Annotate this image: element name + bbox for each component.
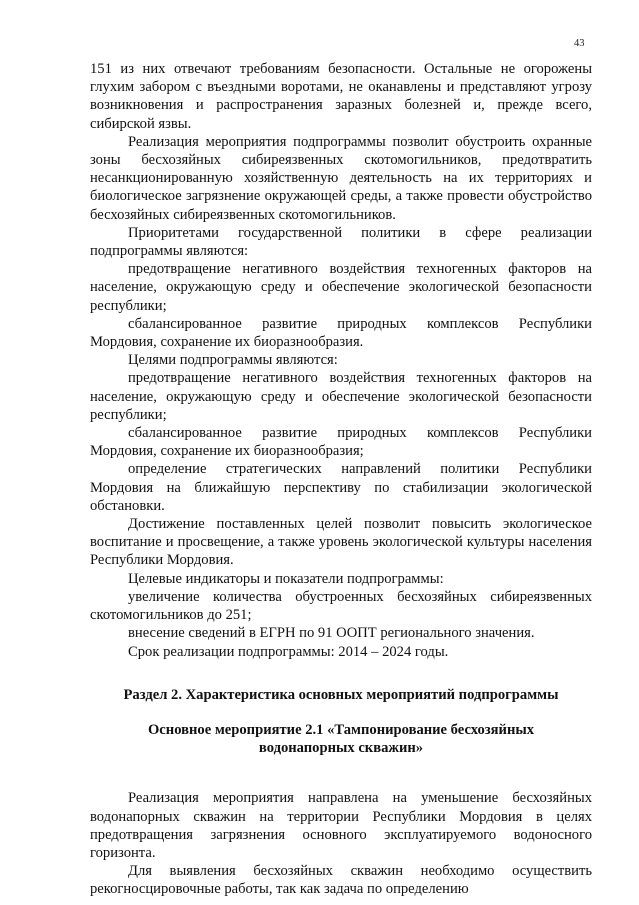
paragraph: 151 из них отвечают требованиям безопасности. Остальные не огорожены глухим забором с въездными воротами, не оканавлены и представляют угрозу возникновения и распространения заразных болезней и, прежде всего, сибирской язвы.	[90, 61, 592, 132]
document-body	[90, 60, 592, 899]
paragraph: Для выявления бесхозяйных скважин необходимо осуществить рекогносцировочные работы, так как задача по определению	[90, 863, 592, 898]
paragraph: внесение сведений в ЕГРН по 91 ООПТ регионального значения.	[128, 625, 535, 642]
paragraph: Приоритетами государственной политики в сфере реализации подпрограммы являются:	[90, 224, 592, 260]
page-number: 43	[574, 38, 585, 49]
paragraph: Реализация мероприятия подпрограммы позволит обустроить охранные зоны бесхозяйных сибиреязвенных скотомогильников, предотвратить несанкционированную хозяйственную деятельность на их территориях и биологическое загрязнение окружающей среды, а также провести обустройство бесхозяйных сибиреязвенных скотомогильников.	[90, 133, 592, 223]
paragraph: Срок реализации подпрограммы: 2014 – 2024 годы.	[128, 643, 449, 660]
paragraph: Целевые индикаторы и показатели подпрограммы:	[128, 570, 444, 587]
paragraph: Целями подпрограммы являются:	[128, 352, 338, 369]
paragraph: Достижение поставленных целей позволит повысить экологическое воспитание и просвещение, а также уровень экологической культуры населения Республики Мордовия.	[90, 516, 592, 569]
paragraph: Реализация мероприятия направлена на уменьшение бесхозяйных водонапорных скважин на территории Республики Мордовия в целях предотвращения загрязнения основного эксплуатируемого водоносного горизонта.	[90, 790, 592, 861]
section-heading: Раздел 2. Характеристика основных мероприятий подпрограммы	[123, 686, 559, 703]
paragraph: предотвращение негативного воздействия техногенных факторов на население, окружающую среду и обеспечение экологической безопасности республики;	[90, 261, 592, 314]
paragraph: предотвращение негативного воздействия техногенных факторов на население, окружающую среду и обеспечение экологической безопасности республики;	[90, 370, 592, 423]
paragraph: сбалансированное развитие природных комплексов Республики Мордовия, сохранение их биоразнообразия;	[90, 425, 592, 460]
paragraph: сбалансированное развитие природных комплексов Республики Мордовия, сохранение их биоразнообразия.	[90, 315, 592, 351]
paragraph: увеличение количества обустроенных бесхозяйных сибиреязвенных скотомогильников до 251;	[90, 588, 592, 624]
subsection-heading-line: Основное мероприятие 2.1 «Тампонирование бесхозяйных	[147, 721, 535, 738]
subsection-heading-line: водонапорных скважин»	[258, 740, 424, 757]
paragraph: определение стратегических направлений политики Республики Мордовия на ближайшую перспективу по стабилизации экологической обстановки.	[90, 461, 592, 514]
subsection-heading	[90, 721, 592, 757]
